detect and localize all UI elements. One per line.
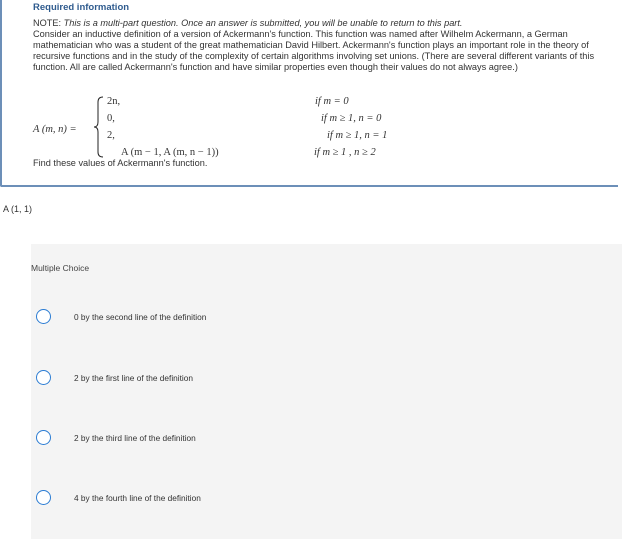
case-value-3: 2, — [107, 130, 115, 141]
case-condition-2: if m ≥ 1, n = 0 — [321, 113, 382, 124]
case-value-2: 0, — [107, 113, 115, 124]
required-information-title: Required information — [33, 2, 130, 13]
choice-option-3[interactable] — [36, 430, 436, 452]
radio-button-icon[interactable] — [36, 430, 51, 445]
radio-button-icon[interactable] — [36, 309, 51, 324]
note-label: NOTE: — [33, 18, 64, 28]
case-condition-4: if m ≥ 1 , n ≥ 2 — [314, 147, 376, 158]
radio-button-icon[interactable] — [36, 490, 51, 505]
note-text: This is a multi-part question. Once an answer is submitted, you will be unable to return to this part. — [63, 18, 463, 28]
equation-lhs: A (m, n) = — [33, 124, 77, 135]
problem-paragraph: Consider an inductive definition of a version of Ackermann's function. This function was named after Wilhelm Ackermann, a German mathematician who was a student of the great mathematician David Hilbert. Ackermann's function plays an important role in the theory of recursive functions and in the study of the complexity of certain algorithms involving set unions. (There are several different variants of this function. All are called Ackermann's function and have similar properties even though their values do not always agree.) — [33, 29, 595, 72]
choice-label[interactable]: 2 by the first line of the definition — [74, 373, 193, 383]
case-condition-3: if m ≥ 1, n = 1 — [327, 130, 388, 141]
note-line — [33, 18, 608, 29]
required-information-panel — [0, 0, 618, 187]
question-label: A (1, 1) — [3, 204, 33, 214]
multiple-choice-panel — [31, 244, 622, 539]
radio-button-icon[interactable] — [36, 370, 51, 385]
choice-label[interactable]: 2 by the third line of the definition — [74, 433, 196, 443]
choice-option-4[interactable] — [36, 490, 436, 512]
case-value-1: 2n, — [107, 96, 121, 107]
multiple-choice-title: Multiple Choice — [31, 263, 90, 273]
ackermann-definition — [33, 96, 593, 156]
choice-label[interactable]: 0 by the second line of the definition — [74, 312, 207, 322]
find-instruction: Find these values of Ackermann's function. — [33, 158, 208, 168]
choice-option-1[interactable] — [36, 309, 436, 331]
choice-label[interactable]: 4 by the fourth line of the definition — [74, 493, 201, 503]
left-brace-icon — [93, 96, 105, 158]
choice-option-2[interactable] — [36, 370, 436, 392]
problem-statement — [33, 18, 608, 73]
case-value-4: A (m − 1, A (m, n − 1)) — [121, 147, 219, 158]
case-condition-1: if m = 0 — [315, 96, 349, 107]
